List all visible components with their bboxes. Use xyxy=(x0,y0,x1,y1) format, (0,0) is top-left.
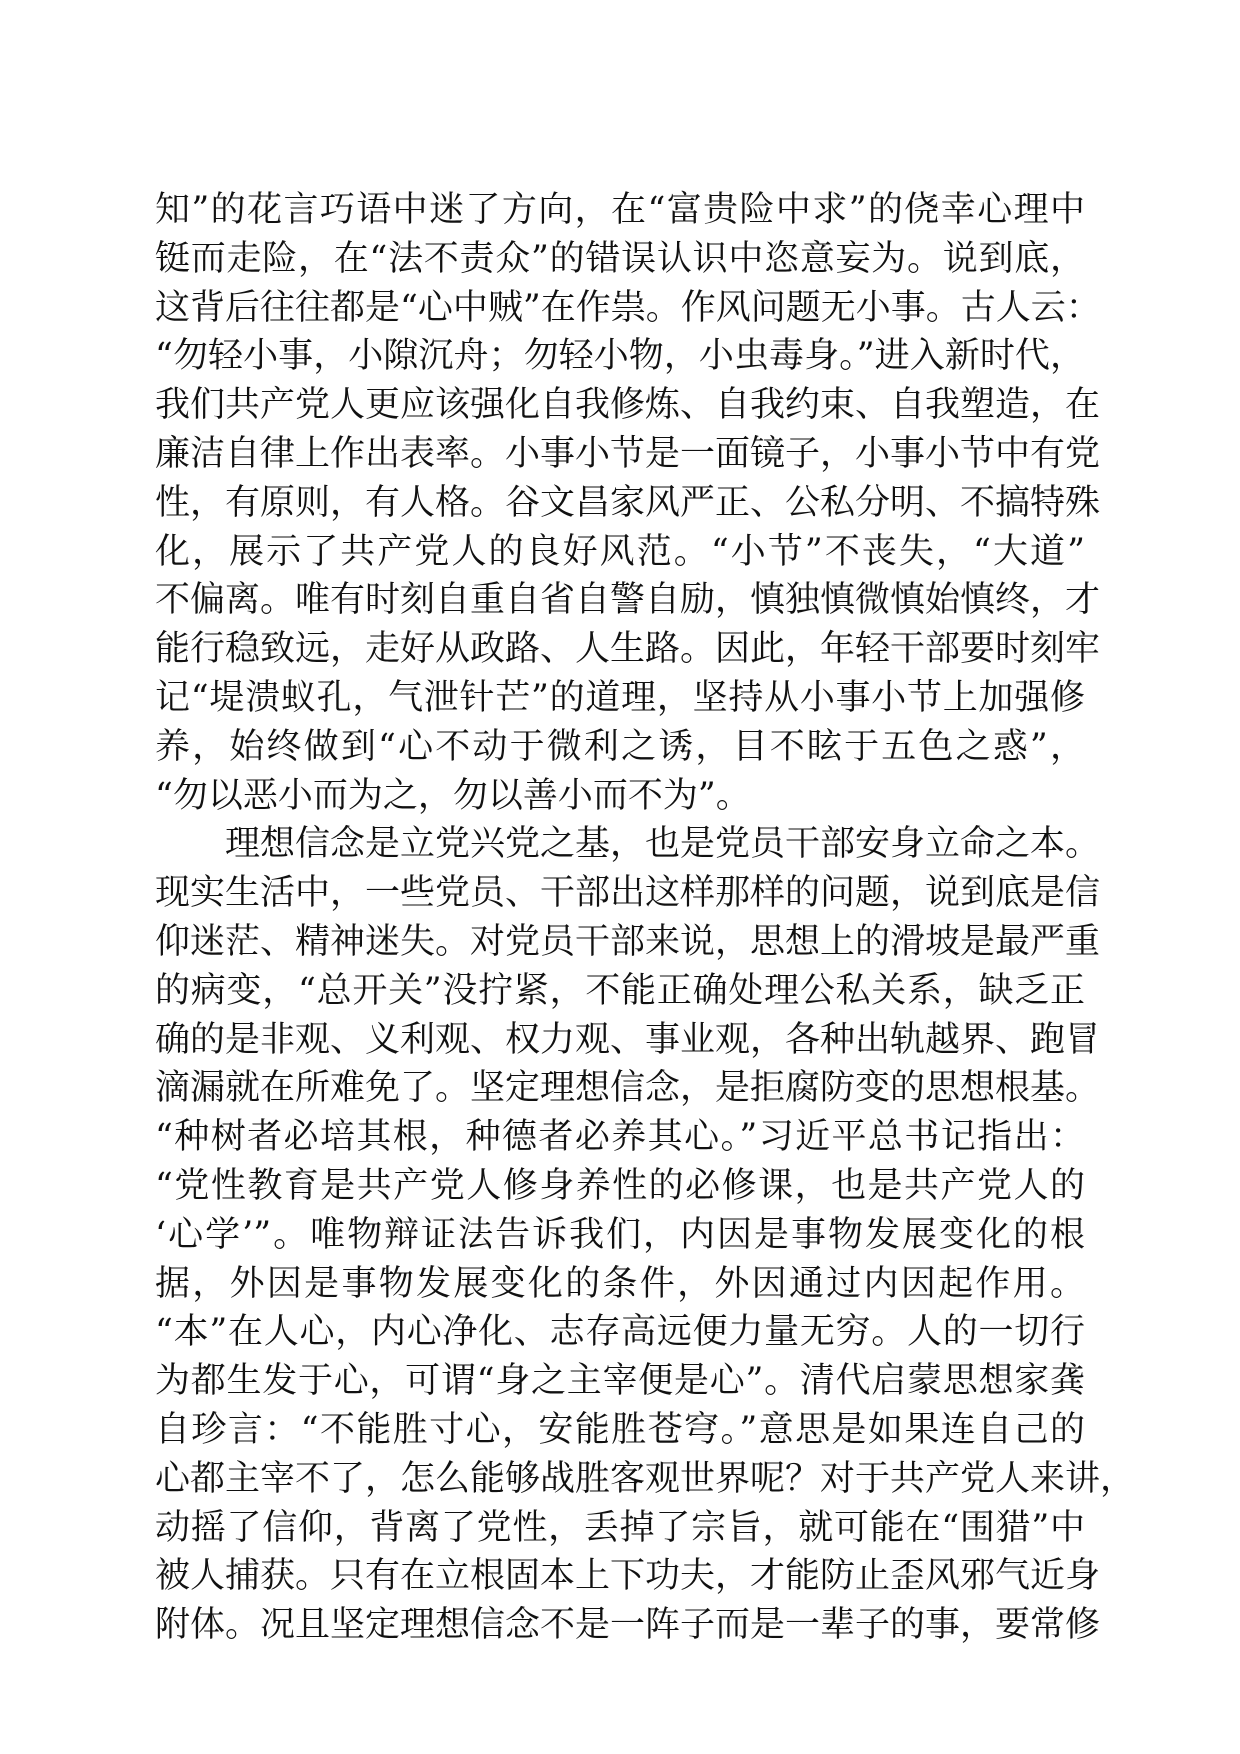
text-line: 理想信念是立党兴党之基，也是党员干部安身立命之本。 xyxy=(225,824,1101,865)
text-line: “党性教育是共产党人修身养性的必修课，也是共产党人的 xyxy=(155,1165,1085,1206)
text-line: 确的是非观、义利观、权力观、事业观，各种出轨越界、跑冒 xyxy=(155,1019,1101,1060)
text-line: 被人捕获。只有在立根固本上下功夫，才能防止歪风邪气近身 xyxy=(155,1556,1101,1597)
text-line: 自珍言：“不能胜寸心，安能胜苍穹。”意思是如果连自己的 xyxy=(155,1409,1085,1450)
text-line: 为都生发于心，可谓“身之主宰便是心”。清代启蒙思想家龚 xyxy=(155,1361,1085,1402)
text-line: 我们共产党人更应该强化自我修炼、自我约束、自我塑造，在 xyxy=(155,385,1101,426)
text-line: 据，外因是事物发展变化的条件，外因通过内因起作用。 xyxy=(155,1263,1085,1304)
text-line: 能行稳致远，走好从政路、人生路。因此，年轻干部要时刻牢 xyxy=(155,629,1101,670)
text-line: 铤而走险，在“法不责众”的错误认识中恣意妄为。说到底， xyxy=(155,238,1085,279)
text-line: 养，始终做到“心不动于微利之诱，目不眩于五色之惑”， xyxy=(155,726,1085,767)
text-line: ‘心学’”。唯物辩证法告诉我们，内因是事物发展变化的根 xyxy=(155,1214,1085,1255)
text-line: 心都主宰不了，怎么能够战胜客观世界呢？对于共产党人来讲， xyxy=(155,1458,1136,1499)
text-line: 性，有原则，有人格。谷文昌家风严正、公私分明、不搞特殊 xyxy=(155,482,1101,523)
text-line: 附体。况且坚定理想信念不是一阵子而是一辈子的事，要常修 xyxy=(155,1605,1101,1646)
text-line: 的病变，“总开关”没拧紧，不能正确处理公私关系，缺乏正 xyxy=(155,970,1085,1011)
text-line: 廉洁自律上作出表率。小事小节是一面镜子，小事小节中有党 xyxy=(155,433,1101,474)
paragraph-2 xyxy=(155,820,1136,1650)
text-line: “种树者必培其根，种德者必养其心。”习近平总书记指出： xyxy=(155,1117,1085,1158)
text-line: 动摇了信仰，背离了党性，丢掉了宗旨，就可能在“围猎”中 xyxy=(155,1507,1085,1548)
text-line: 这背后往往都是“心中贼”在作祟。作风问题无小事。古人云： xyxy=(155,287,1101,328)
text-line: 化，展示了共产党人的良好风范。“小节”不丧失，“大道” xyxy=(155,531,1085,572)
text-line: 仰迷茫、精神迷失。对党员干部来说，思想上的滑坡是最严重 xyxy=(155,921,1101,962)
text-line: 滴漏就在所难免了。坚定理想信念，是拒腐防变的思想根基。 xyxy=(155,1068,1101,1109)
text-line: 不偏离。唯有时刻自重自省自警自励，慎独慎微慎始慎终，才 xyxy=(155,580,1101,621)
text-line: 知”的花言巧语中迷了方向，在“富贵险中求”的侥幸心理中 xyxy=(155,190,1085,230)
text-line: 记“堤溃蚁孔，气泄针芒”的道理，坚持从小事小节上加强修 xyxy=(155,677,1085,718)
body-text xyxy=(155,186,1136,1650)
text-line: “勿以恶小而为之，勿以善小而不为”。 xyxy=(155,775,751,816)
text-line: 现实生活中，一些党员、干部出这样那样的问题，说到底是信 xyxy=(155,873,1101,914)
text-line: “本”在人心，内心净化、志存高远便力量无穷。人的一切行 xyxy=(155,1312,1085,1353)
text-line: “勿轻小事，小隙沉舟；勿轻小物，小虫毒身。”进入新时代， xyxy=(155,336,1085,377)
paragraph-1 xyxy=(155,186,1101,820)
